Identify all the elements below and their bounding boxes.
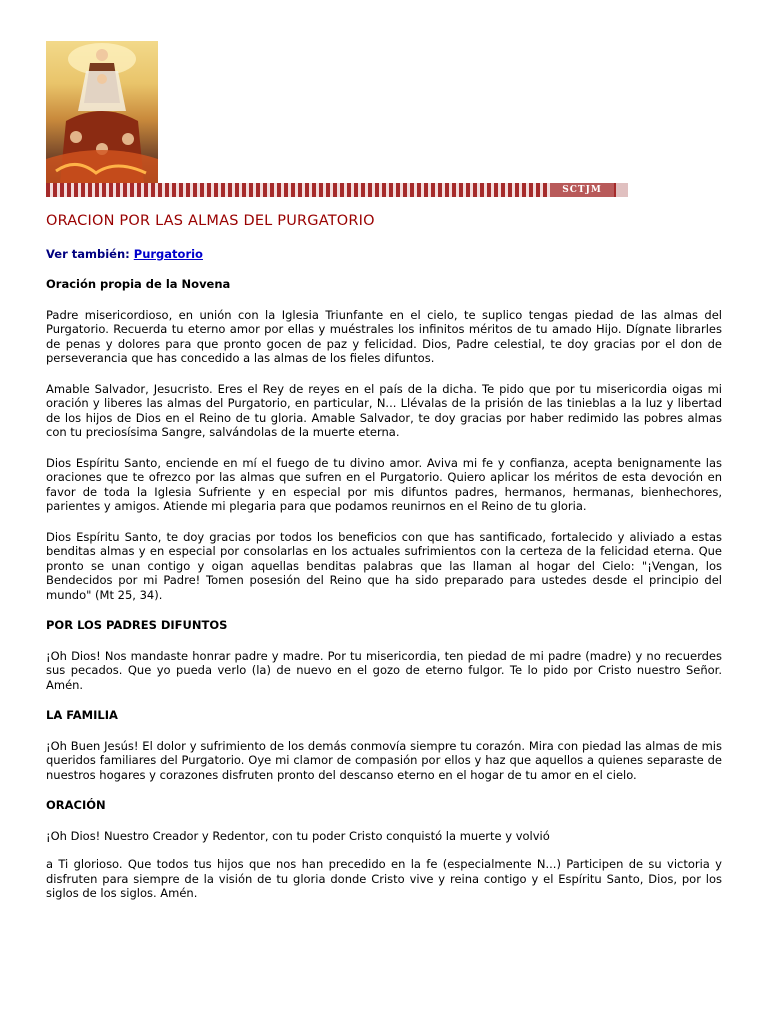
decorative-banner [46, 183, 628, 197]
purgatorio-link[interactable]: Purgatorio [133, 246, 203, 261]
paragraph: Amable Salvador, Jesucristo. Eres el Rey de reyes en el país de la dicha. Te pido que por tu misericordia oigas mi oración y liberes las almas del Purgatorio, en particular, N... Llévalas de la prisión de las tinieblas a la luz y libertad de los hijos de Dios en el Reino de tu gloria. Amable Salvador, te doy gracias por haber redimido las pobres almas con tu preciosísima Sangre, salvándolas de la muerte eterna. [46, 381, 722, 439]
paragraph: a Ti glorioso. Que todos tus hijos que nos han precedido en la fe (especialmente N...) Participen de su victoria y disfruten para siempre de la visión de tu gloria donde Cristo vive y reina contigo y el Espíritu Santo, Dios, por los siglos de los siglos. Amén. [46, 857, 722, 900]
section-heading-familia: LA FAMILIA [46, 708, 118, 722]
article-content [46, 214, 722, 917]
banner-end-ornament [616, 183, 628, 197]
see-also-label: Ver también: [46, 246, 130, 261]
see-also [46, 247, 722, 262]
paragraph: Padre misericordioso, en unión con la Iglesia Triunfante en el cielo, te suplico tengas piedad de las almas del Purgatorio. Recuerda tu eterno amor por ellas y muéstrales los infinitos méritos de tu amado Hijo. Dígnate librarles de penas y dolores para que pronto gocen de paz y felicidad. Dios, Padre celestial, te doy gracias por el don de perseverancia que has concedido a las almas de los fieles difuntos. [46, 307, 722, 365]
virgin-carmen-painting [46, 41, 158, 183]
painting-illustration [46, 41, 158, 183]
paragraph: Dios Espíritu Santo, enciende en mí el fuego de tu divino amor. Aviva mi fe y confianza, acepta benignamente las oraciones que te ofrezco por las almas que sufren en el Purgatorio. Quiero aplicar los méritos de esta devoción en favor de toda la Iglesia Sufriente y en especial por mis difuntos padres, hermanos, hermanas, bienhechores, parientes y amigos. Atiende mi plegaria para que podamos reunirnos en el Reino de tu gloria. [46, 455, 722, 513]
paragraph: ¡Oh Dios! Nuestro Creador y Redentor, con tu poder Cristo conquistó la muerte y volvió [46, 828, 550, 843]
paragraph: Dios Espíritu Santo, te doy gracias por todos los beneficios con que has santificado, fortalecido y aliviado a estas benditas almas y en especial por consolarlas en los actuales sufrimientos con la certeza de la felicidad eterna. Que pronto se unan contigo y oigan aquellas benditas palabras que las llaman al hogar del Cielo: "¡Vengan, los Bendecidos por mi Padre! Tomen posesión del Reino que ha sido preparado para ustedes desde el principio del mundo" (Mt 25, 34). [46, 529, 722, 602]
paragraph: ¡Oh Buen Jesús! El dolor y sufrimiento de los demás conmovía siempre tu corazón. Mira con piedad las almas de mis queridos familiares del Purgatorio. Oye mi clamor de compasión por ellos y haz que aquellos a quienes separaste de nuestros hogares y corazones disfruten pronto del descanso eterno en el hogar de tu amor en el cielo. [46, 738, 722, 782]
section-heading-oracion: ORACIÓN [46, 798, 106, 812]
paragraph: ¡Oh Dios! Nos mandaste honrar padre y madre. Por tu misericordia, ten piedad de mi padre (madre) y no recuerdes sus pecados. Que yo pueda verlo (la) de nuevo en el gozo de eterno fulgor. Te lo pido por Cristo nuestro Señor. Amén. [46, 648, 722, 692]
page-title: ORACION POR LAS ALMAS DEL PURGATORIO [46, 213, 375, 229]
section-heading-padres: POR LOS PADRES DIFUNTOS [46, 618, 228, 632]
section-heading-novena: Oración propia de la Novena [46, 277, 231, 291]
banner-logo: SCTJM [550, 183, 614, 197]
